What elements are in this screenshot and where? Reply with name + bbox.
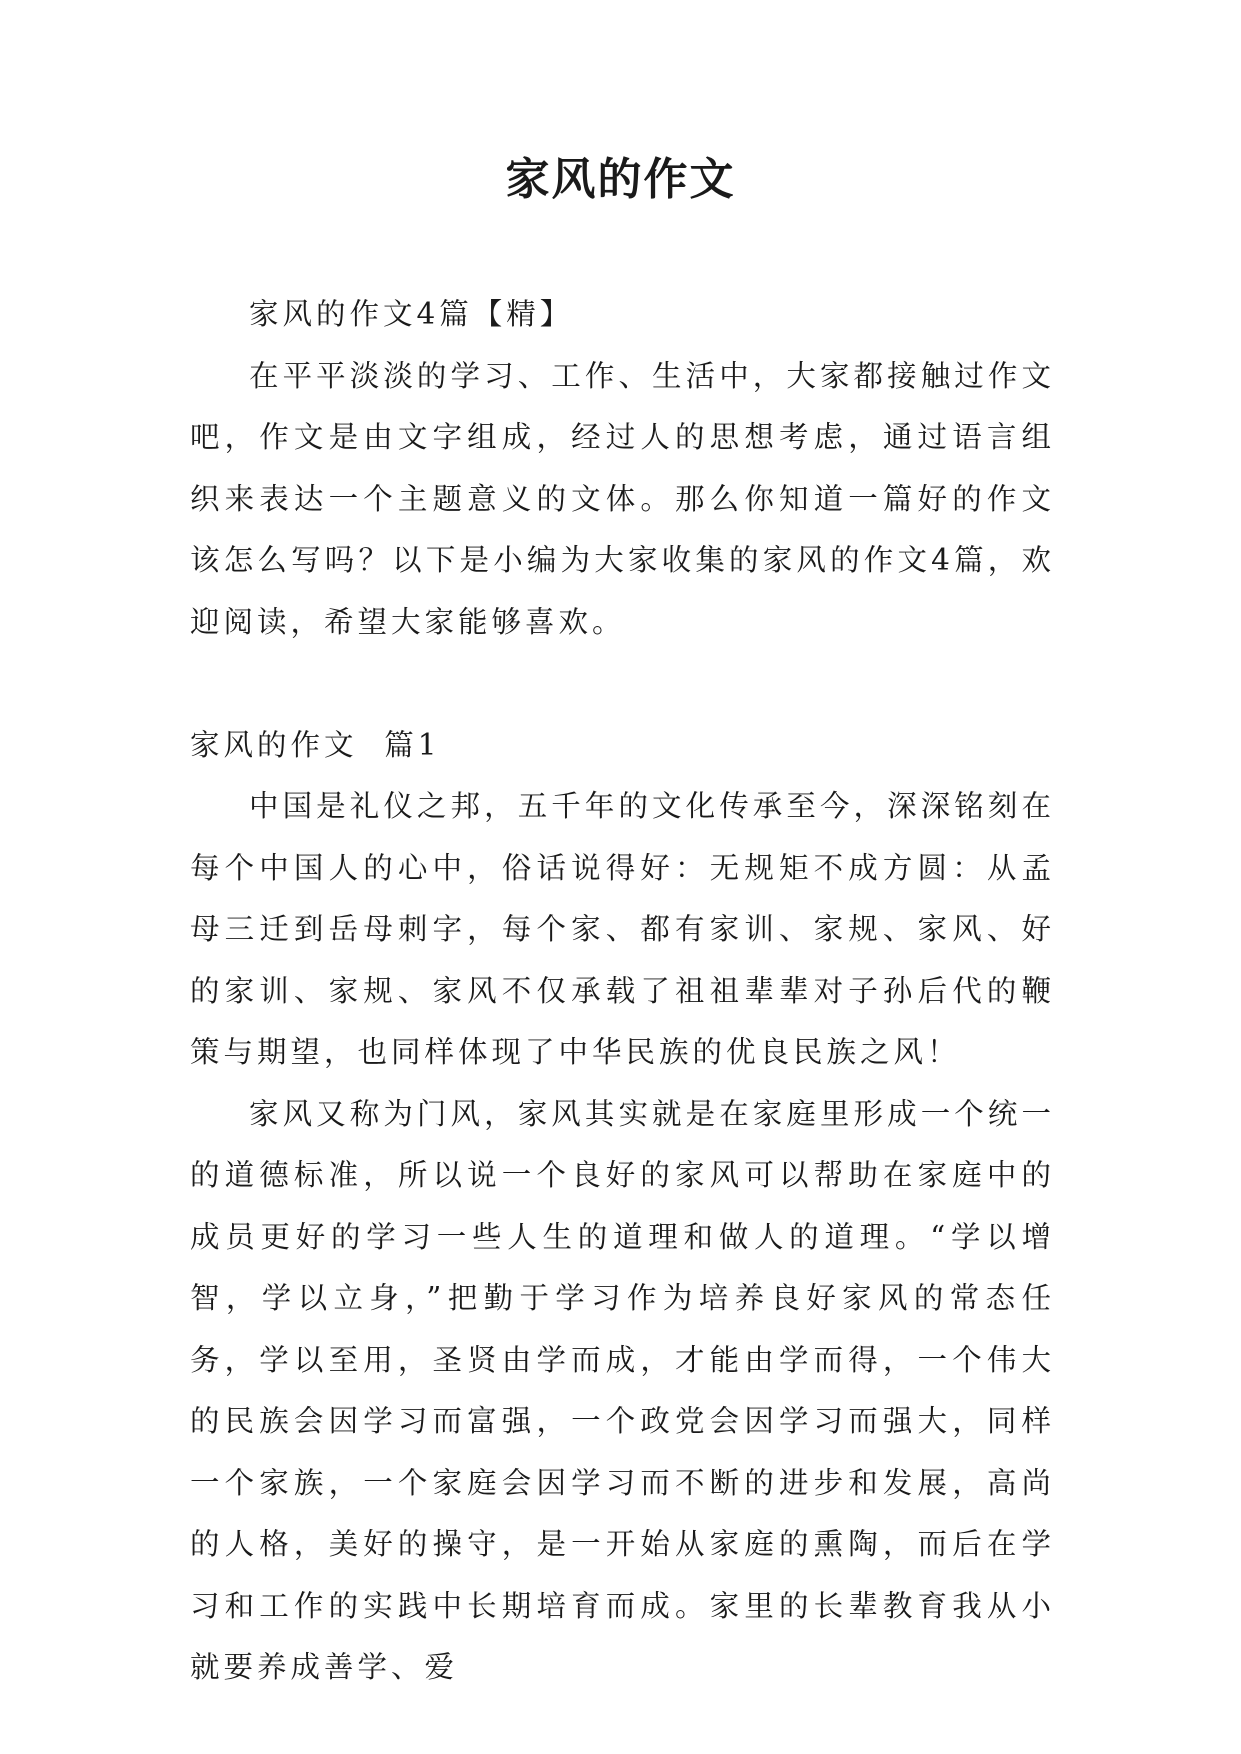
- intro-heading: 家风的作文4篇【精】: [249, 297, 574, 331]
- section-spacer: [190, 653, 1055, 715]
- section-heading: 家风的作文 篇1: [190, 727, 441, 762]
- document-title: 家风的作文: [505, 154, 736, 205]
- document-body: [190, 284, 1055, 1699]
- section-paragraph: 家风又称为门风，家风其实就是在家庭里形成一个统一的道德标准，所以说一个良好的家风可以帮助在家庭中的成员更好的学习一些人生的道理和做人的道理。“学以增智，学以立身，”把勤于学习作为培养良好家风的常态任务，学以至用，圣贤由学而成，才能由学而得，一个伟大的民族会因学习而富强，一个政党会因学习而强大，同样一个家族，一个家庭会因学习而不断的进步和发展，高尚的人格，美好的操守，是一开始从家庭的熏陶，而后在学习和工作的实践中长期培育而成。家里的长辈教育我从小就要养成善学、爱: [190, 1096, 1055, 1684]
- section-paragraph: 中国是礼仪之邦，五千年的文化传承至今，深深铭刻在每个中国人的心中，俗话说得好：无规矩不成方圆：从孟母三迁到岳母刺字，每个家、都有家训、家规、家风、好的家训、家规、家风不仅承载了祖祖辈辈对子孙后代的鞭策与期望，也同样体现了中华民族的优良民族之风！: [190, 789, 1055, 1069]
- intro-paragraph: 在平平淡淡的学习、工作、生活中，大家都接触过作文吧，作文是由文字组成，经过人的思想考虑，通过语言组织来表达一个主题意义的文体。那么你知道一篇好的作文该怎么写吗？以下是小编为大家收集的家风的作文4篇，欢迎阅读，希望大家能够喜欢。: [190, 358, 1055, 639]
